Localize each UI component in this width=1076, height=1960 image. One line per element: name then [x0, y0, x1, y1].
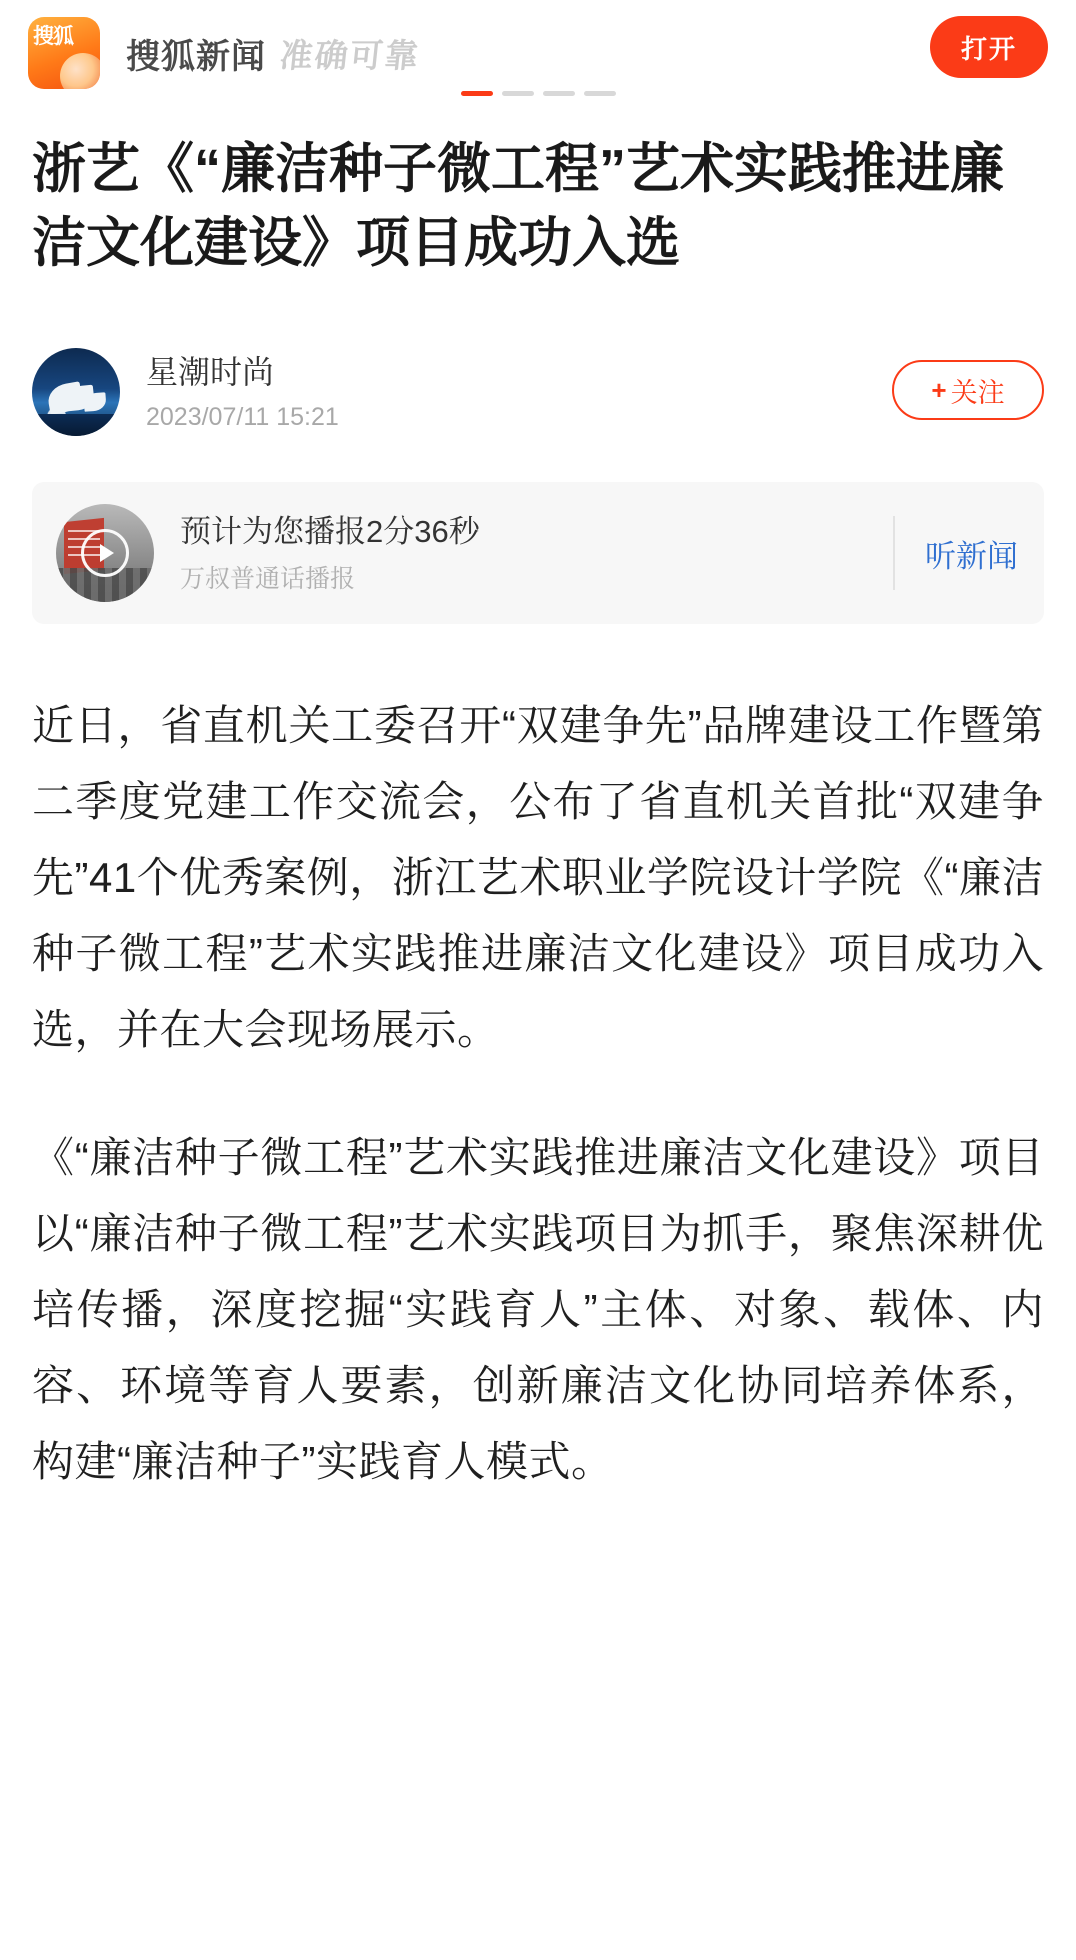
author-meta [146, 351, 339, 433]
app-download-banner [0, 0, 1076, 106]
sohu-logo-text: 搜狐 [33, 25, 73, 48]
avatar[interactable] [32, 348, 120, 436]
carousel-dot-3[interactable] [543, 91, 575, 96]
audio-duration-text: 预计为您播报2分36秒 [180, 514, 480, 549]
audio-播报-card[interactable] [32, 482, 1044, 624]
carousel-dot-1[interactable] [461, 91, 493, 96]
article-paragraph: 近日，省直机关工委召开“双建争先”品牌建设工作暨第二季度党建工作交流会，公布了省直机关首批“双建争先”41个优秀案例，浙江艺术职业学院设计学院《“廉洁种子微工程”艺术实践推进廉洁文化建设》项目成功入选，并在大会现场展示。 [32, 702, 1044, 1053]
audio-cover-thumbnail[interactable] [56, 504, 154, 602]
sohu-fox-icon [60, 53, 100, 89]
author-row [32, 344, 1044, 440]
plus-icon: + [931, 374, 947, 405]
publish-time: 2023/07/11 15:21 [146, 403, 339, 431]
banner-carousel-dots[interactable] [0, 91, 1076, 96]
article-body [32, 688, 1044, 1500]
follow-button-label: 关注 [950, 377, 1005, 408]
follow-button[interactable] [892, 360, 1044, 420]
avatar-shape-water [32, 414, 120, 436]
author-name[interactable]: 星潮时尚 [146, 354, 275, 390]
sohu-logo-icon [28, 17, 100, 89]
banner-brand-slogan: 准确可靠 [277, 35, 422, 75]
audio-texts [180, 511, 893, 595]
article-title: 浙艺《“廉洁种子微工程”艺术实践推进廉洁文化建设》项目成功入选 [32, 139, 1004, 273]
article-paragraph: 《“廉洁种子微工程”艺术实践推进廉洁文化建设》项目以“廉洁种子微工程”艺术实践项目为抓手，聚焦深耕优培传播，深度挖掘“实践育人”主体、对象、载体、内容、环境等育人要素，创新廉洁文化协同培养体系，构建“廉洁种子”实践育人模式。 [32, 1134, 1044, 1485]
open-app-button[interactable]: 打开 [930, 16, 1048, 78]
audio-voice-text: 万叔普通话播报 [180, 565, 356, 593]
banner-brand-name: 搜狐新闻 [126, 37, 266, 76]
listen-news-link[interactable]: 听新闻 [925, 538, 1018, 574]
carousel-dot-4[interactable] [584, 91, 616, 96]
banner-brand [126, 29, 420, 78]
audio-divider [893, 516, 895, 590]
carousel-dot-2[interactable] [502, 91, 534, 96]
play-icon[interactable] [81, 529, 129, 577]
